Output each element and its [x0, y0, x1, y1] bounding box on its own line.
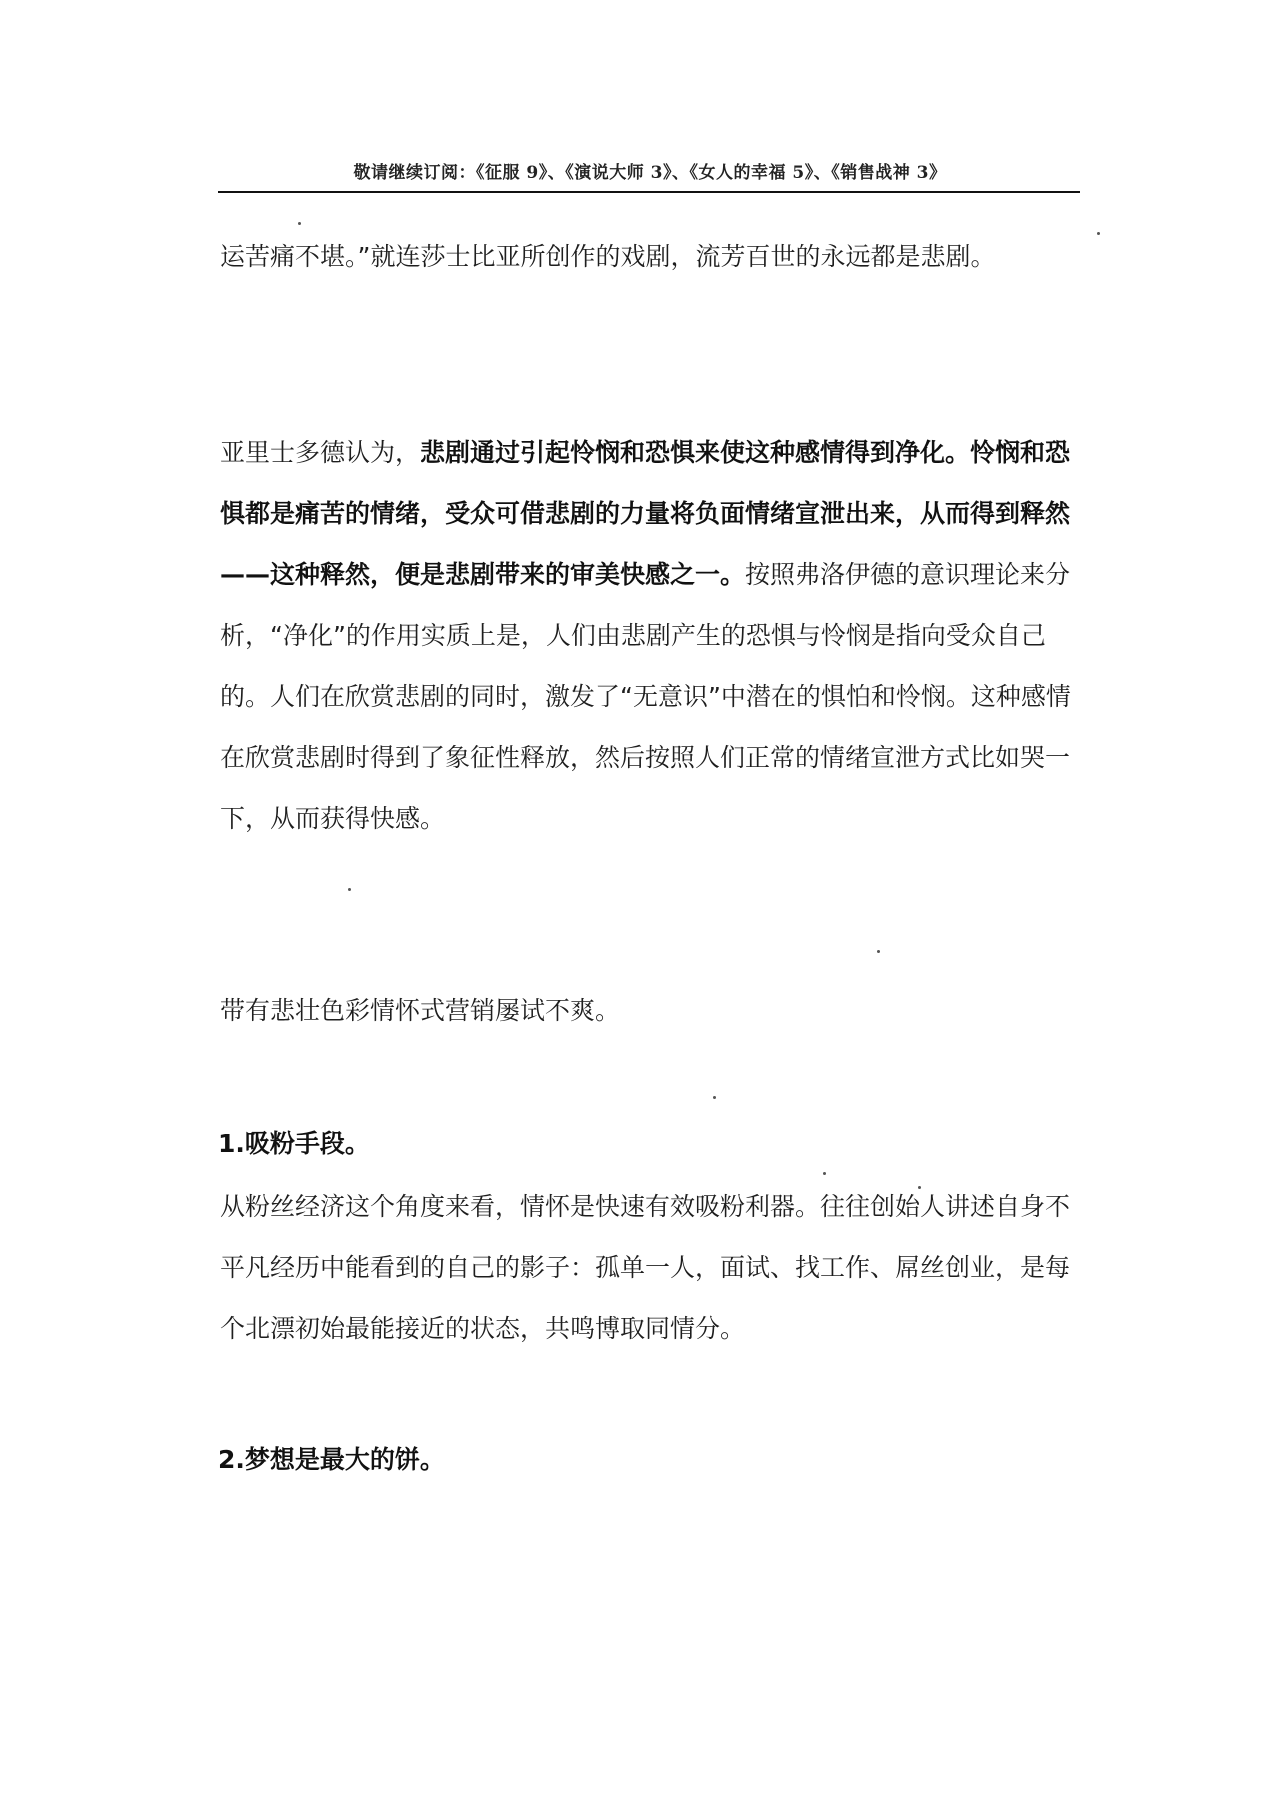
- freud-analysis: 按照弗洛伊德的意识理论来分析，“净化”的作用实质上是，人们由悲剧产生的恐惧与怜悯是指向受众自己的。人们在欣赏悲剧的同时，激发了“无意识”中潜在的惧怕和怜悯。这种感情在欣赏悲剧时得到了象征性释放，然后按照人们正常的情绪宣泄方式比如哭一下，从而获得快感。: [220, 560, 1071, 833]
- scan-speck: [877, 950, 880, 953]
- aristotle-bold-claim: 悲剧通过引起怜悯和恐惧来使这种感情得到净化。怜悯和恐惧都是痛苦的情绪，受众可借悲剧的力量将负面情绪宣泄出来，从而得到释然——这种释然，便是悲剧带来的审美快感之一。: [220, 438, 1071, 589]
- aristotle-intro: 亚里士多德认为，: [220, 438, 421, 467]
- scan-speck: [348, 888, 351, 891]
- paragraph-fan-economy: 从粉丝经济这个角度来看，情怀是快速有效吸粉利器。往往创始人讲述自身不平凡经历中能看到的自己的影子：孤单一人，面试、找工作、屌丝创业，是每个北漂初始最能接近的状态，共鸣博取同情分。: [220, 1192, 1071, 1343]
- paragraph-marketing: 带有悲壮色彩情怀式营销屡试不爽。: [220, 996, 621, 1025]
- header-rule: [218, 191, 1080, 193]
- heading-fan-acquisition: 1.吸粉手段。: [218, 1129, 370, 1158]
- scan-speck: [298, 222, 301, 225]
- paragraph-shakespeare: 运苦痛不堪。”就连莎士比亚所创作的戏剧，流芳百世的永远都是悲剧。: [220, 242, 996, 271]
- paragraph-aristotle: [220, 422, 1080, 849]
- heading-dream: 2.梦想是最大的饼。: [218, 1445, 445, 1474]
- running-header: 敬请继续订阅：《征服 9》、《演说大师 3》、《女人的幸福 5》、《销售战神 3》: [353, 163, 947, 183]
- scan-speck: [1097, 232, 1100, 235]
- scan-speck: [713, 1096, 716, 1099]
- scan-speck: [918, 1186, 921, 1189]
- scan-speck: [823, 1172, 826, 1175]
